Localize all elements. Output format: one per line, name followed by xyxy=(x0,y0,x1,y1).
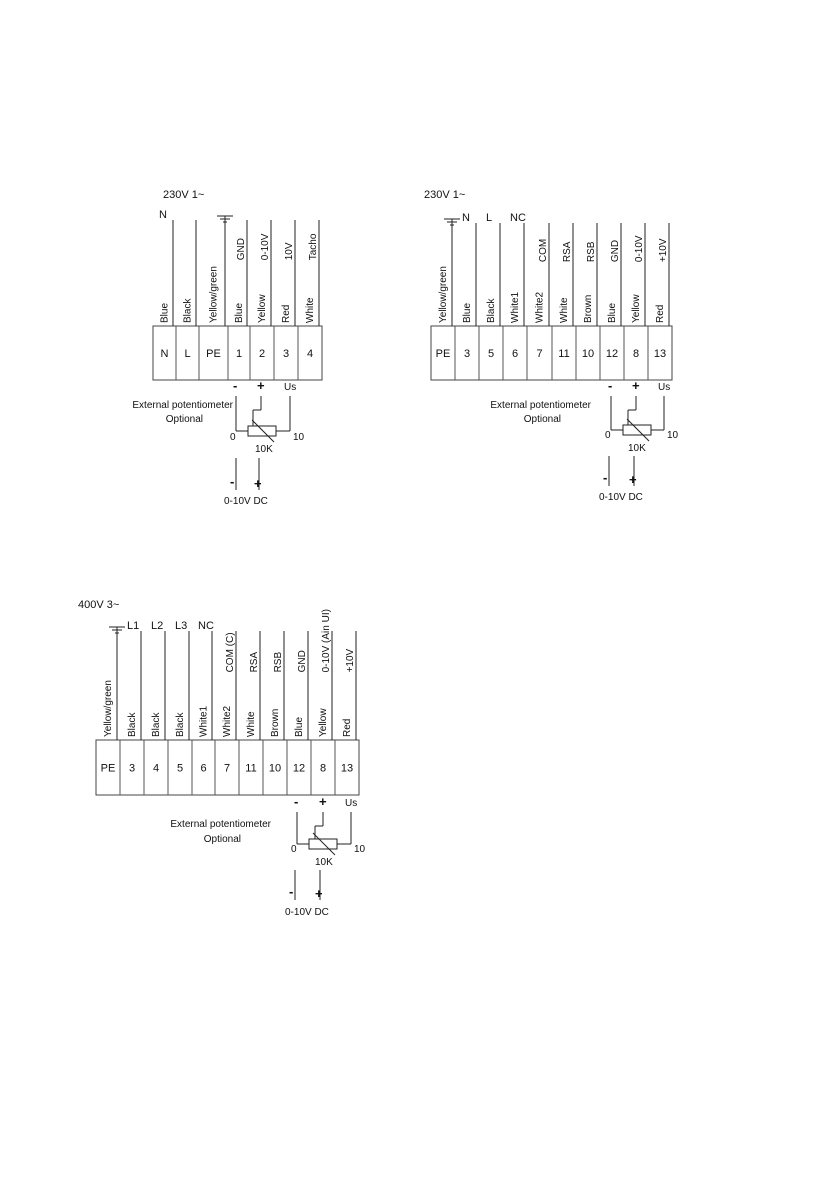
terminal-label: 8 xyxy=(632,348,640,360)
terminal-label: 7 xyxy=(223,762,231,775)
dc-plus-label: + xyxy=(629,472,637,487)
ground-icon xyxy=(217,216,233,226)
terminal-label: 3 xyxy=(282,348,290,360)
signal-label: 10V xyxy=(284,242,295,261)
signal-label: RSA xyxy=(562,241,573,263)
signal-label: 0-10V xyxy=(260,233,271,261)
wire-color-label: Black xyxy=(182,298,194,323)
minus-terminal-label: - xyxy=(233,378,238,393)
wire-color-label: Yellow xyxy=(318,708,329,737)
potentiometer-title: External potentiometer xyxy=(132,400,233,411)
dc-minus-label: - xyxy=(230,474,235,489)
wire-color-label: Black xyxy=(127,712,138,737)
wire-color-label: Black xyxy=(151,712,162,737)
supply-label: 400V 3~ xyxy=(78,599,120,611)
minus-terminal-label: - xyxy=(608,378,613,393)
wire-color-label: Blue xyxy=(607,302,618,323)
terminal-label: PE xyxy=(206,348,221,360)
terminal-label: 8 xyxy=(319,762,327,775)
wire-color-label: White2 xyxy=(534,291,546,323)
signal-label: N xyxy=(159,209,167,221)
plus-terminal-label: + xyxy=(257,378,265,393)
terminal-label: 6 xyxy=(511,348,519,360)
signal-label: L2 xyxy=(151,620,164,632)
wire-color-label: Brown xyxy=(270,708,281,737)
signal-label: RSB xyxy=(586,241,597,263)
terminal-label: 11 xyxy=(245,762,257,775)
dc-plus-label: + xyxy=(254,476,262,491)
supply-label: 230V 1~ xyxy=(163,189,205,201)
scale-zero-label: 0 xyxy=(230,432,236,443)
wire-color-label: Red xyxy=(655,304,666,323)
wire-color-label: White1 xyxy=(198,705,210,737)
dc-minus-label: - xyxy=(289,884,294,899)
signal-label: RSB xyxy=(273,651,284,673)
terminal-label: PE xyxy=(435,348,451,360)
terminal-label: 6 xyxy=(200,762,207,775)
terminal-label: 12 xyxy=(292,762,306,775)
potentiometer-title: External potentiometer xyxy=(490,400,591,411)
scale-ten-label: 10 xyxy=(354,844,366,855)
dc-input-label: 0-10V DC xyxy=(285,907,329,918)
adjust-arrow-icon xyxy=(252,420,274,442)
signal-label: +10V xyxy=(658,238,669,263)
signal-label: NC xyxy=(510,212,526,224)
resistor-icon xyxy=(248,426,276,436)
terminal-label: 5 xyxy=(176,762,184,775)
wire-color-label: Yellow/green xyxy=(438,266,449,323)
plus-terminal-label: + xyxy=(319,794,327,809)
terminal-label: 1 xyxy=(235,348,243,360)
wire-color-label: Black xyxy=(486,298,497,323)
external-potentiometer xyxy=(170,794,365,918)
dc-minus-label: - xyxy=(603,470,608,485)
wire-color-label: Blue xyxy=(159,302,171,323)
supply-label: 230V 1~ xyxy=(424,189,466,201)
resistor-icon xyxy=(623,425,651,435)
signal-label: GND xyxy=(610,239,621,263)
plus-terminal-label: + xyxy=(632,378,640,393)
signal-label: Tacho xyxy=(308,233,319,261)
ground-icon xyxy=(444,219,460,229)
signal-label: L xyxy=(486,212,493,224)
signal-label: L1 xyxy=(127,620,140,632)
wire-color-label: White xyxy=(246,711,257,737)
potentiometer-title: External potentiometer xyxy=(170,819,271,830)
terminal-label: 4 xyxy=(306,348,314,360)
dc-input-label: 0-10V DC xyxy=(224,496,268,507)
signal-label: +10V xyxy=(345,648,356,673)
wire-color-label: Red xyxy=(281,304,292,323)
us-terminal-label: Us xyxy=(658,382,671,393)
signal-label: COM (C) xyxy=(225,632,236,673)
wire-color-label: Red xyxy=(342,718,353,737)
signal-label: 0-10V xyxy=(634,235,645,263)
terminal-label: 3 xyxy=(463,348,471,360)
terminal-label: L xyxy=(184,348,191,360)
wire-color-label: Blue xyxy=(462,302,473,323)
scale-zero-label: 0 xyxy=(605,430,611,441)
wire-color-label: Blue xyxy=(294,716,305,737)
wiring-diagram-2 xyxy=(424,189,679,503)
us-terminal-label: Us xyxy=(284,382,297,393)
adjust-arrow-icon xyxy=(313,833,335,855)
wiring-diagram-3 xyxy=(78,599,366,918)
terminal-label: 2 xyxy=(258,348,266,360)
wire-color-label: White xyxy=(305,297,316,323)
signal-label: GND xyxy=(236,238,247,261)
potentiometer-subtitle: Optional xyxy=(203,834,241,845)
signal-label: COM xyxy=(538,238,549,263)
terminal-label: 3 xyxy=(128,762,136,775)
ground-icon xyxy=(109,627,125,637)
wire-color-label: Blue xyxy=(234,302,245,323)
potentiometer-subtitle: Optional xyxy=(523,414,561,425)
wire-color-label: White xyxy=(559,297,570,323)
minus-terminal-label: - xyxy=(294,794,299,809)
scale-ten-label: 10 xyxy=(293,432,305,443)
external-potentiometer xyxy=(490,378,678,503)
us-terminal-label: Us xyxy=(345,798,358,809)
scale-ten-label: 10 xyxy=(667,430,679,441)
terminal-label: 10 xyxy=(268,762,282,775)
wire-color-label: Brown xyxy=(583,294,594,323)
adjust-arrow-icon xyxy=(627,419,649,441)
signal-label: GND xyxy=(297,650,308,673)
wiring-diagram-1 xyxy=(132,189,322,507)
wire-color-label: Yellow xyxy=(257,294,268,323)
resistance-label: 10K xyxy=(315,857,333,868)
terminal-label: 7 xyxy=(536,348,543,360)
terminal-label: 10 xyxy=(581,348,595,360)
wire-color-label: Black xyxy=(175,712,186,737)
terminal-label: 13 xyxy=(653,348,667,360)
terminal-label: N xyxy=(160,348,169,360)
dc-input-label: 0-10V DC xyxy=(599,492,643,503)
resistance-label: 10K xyxy=(628,443,646,454)
terminal-label: 11 xyxy=(558,348,570,360)
wire-color-label: White2 xyxy=(222,705,233,737)
potentiometer-subtitle: Optional xyxy=(165,414,203,425)
scale-zero-label: 0 xyxy=(291,844,297,855)
signal-label: 0-10V (Ain UI) xyxy=(321,609,332,673)
wire-color-label: White1 xyxy=(510,291,521,323)
signal-label: RSA xyxy=(249,651,260,673)
terminal-label: 4 xyxy=(152,762,160,775)
terminal-label: 12 xyxy=(605,348,619,360)
wire-color-label: Yellow/green xyxy=(103,680,114,737)
wire-color-label: Yellow xyxy=(631,294,642,323)
signal-label: N xyxy=(462,212,470,224)
external-potentiometer xyxy=(132,378,304,507)
wire-color-label: Yellow/green xyxy=(208,266,220,323)
terminal-label: 5 xyxy=(487,348,495,360)
terminal-label: PE xyxy=(100,762,116,775)
signal-label: L3 xyxy=(175,620,188,632)
resistor-icon xyxy=(309,839,337,849)
terminal-label: 13 xyxy=(340,762,354,775)
signal-label: NC xyxy=(198,620,214,632)
resistance-label: 10K xyxy=(255,444,273,455)
dc-plus-label: + xyxy=(315,886,323,901)
